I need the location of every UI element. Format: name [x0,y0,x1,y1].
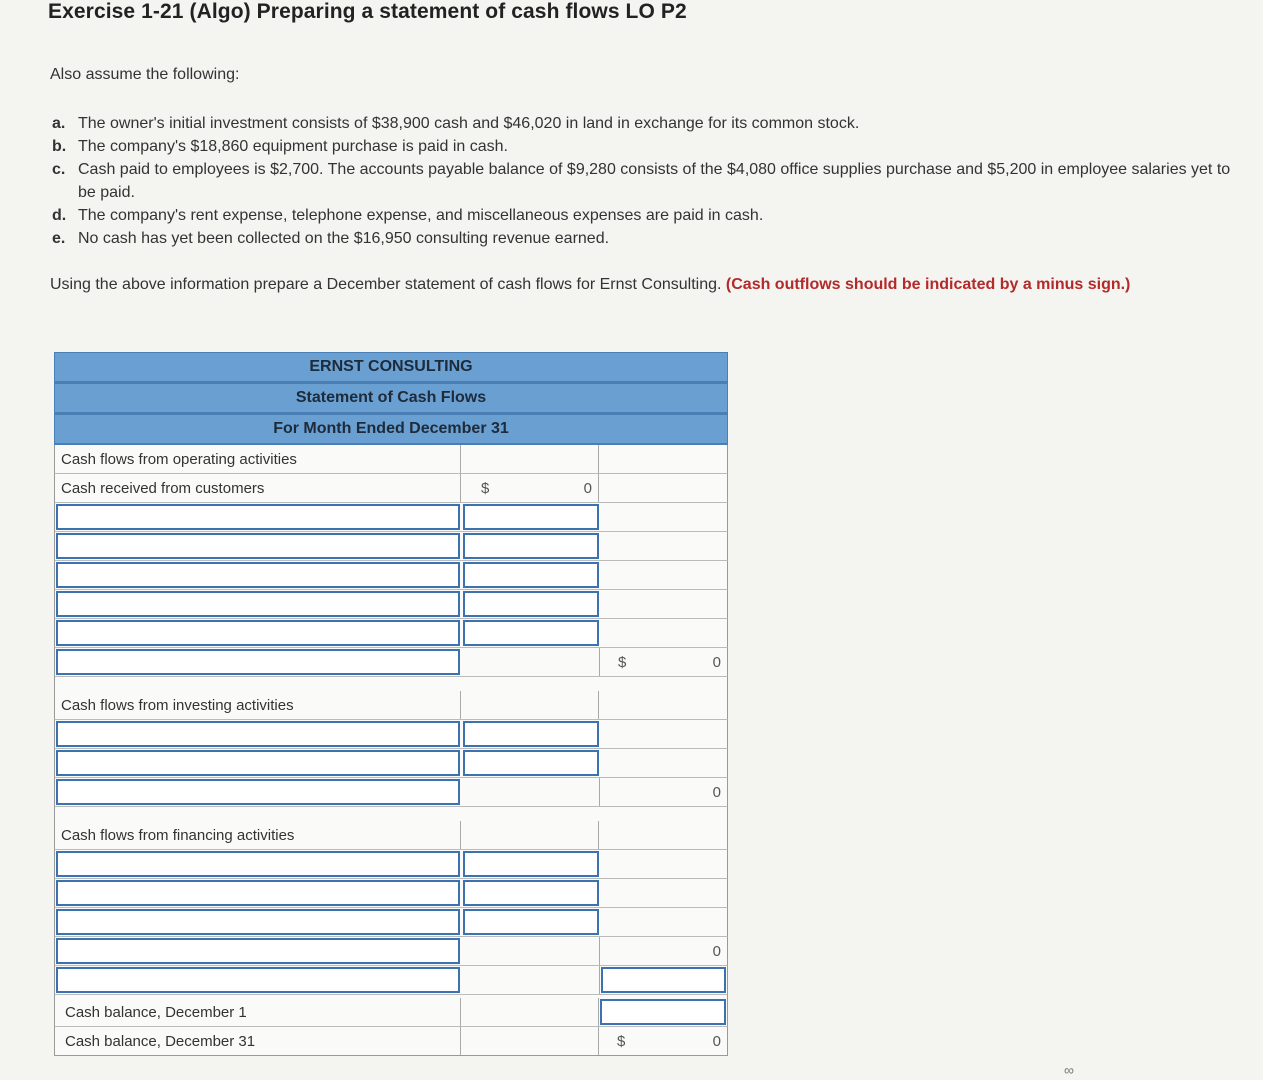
table-row [54,619,728,648]
assumption-item-a [52,112,1242,135]
company-name-header: ERNST CONSULTING [54,352,728,383]
cash-received-cell [461,474,599,502]
operating-amount-input[interactable] [463,562,599,588]
table-row [54,445,728,474]
table-row [54,966,728,995]
infinity-icon: ∞ [1064,1062,1074,1078]
operating-amount-input[interactable] [463,533,599,559]
operating-amount-input[interactable] [463,504,599,530]
instruction-note: (Cash outflows should be indicated by a minus sign.) [725,276,1131,293]
assumption-item-e [52,227,1242,250]
table-row [54,590,728,619]
cash-received-label: Cash received from customers [55,474,461,502]
financing-total-value: 0 [712,942,721,960]
begin-balance-input[interactable] [600,999,726,1025]
item-text: Cash paid to employees is $2,700. The accounts payable balance of $9,280 consists of the $4,080 office supplies purchase and $5,200 in employee salaries yet to be paid. [78,161,1231,201]
operating-total-cell [600,648,727,676]
table-row [54,908,728,937]
table-row [54,1027,728,1056]
operating-amount-input[interactable] [463,620,599,646]
table-row [54,850,728,879]
investing-total-cell [600,778,727,806]
financing-amount-input[interactable] [463,851,599,877]
financing-line-input[interactable] [56,880,460,906]
investing-line-input[interactable] [56,750,460,776]
item-text: No cash has yet been collected on the $16,950 consulting revenue earned. [78,230,610,247]
operating-section-label: Cash flows from operating activities [55,445,461,473]
period-header: For Month Ended December 31 [54,414,728,445]
table-row [54,998,728,1027]
item-marker: d. [52,207,67,224]
operating-total-value: 0 [712,653,721,671]
instruction-text [50,274,1245,296]
financing-section-label: Cash flows from financing activities [55,821,461,849]
financing-total-label-input[interactable] [56,938,460,964]
investing-amount-input[interactable] [463,721,599,747]
statement-title-header: Statement of Cash Flows [54,383,728,414]
table-row [54,503,728,532]
operating-line-input[interactable] [56,504,460,530]
item-marker: a. [52,115,66,132]
table-row [54,778,728,807]
item-marker: b. [52,138,67,155]
table-row [54,821,728,850]
item-text: The company's $18,860 equipment purchase is paid in cash. [78,138,508,155]
financing-amount-input[interactable] [463,880,599,906]
operating-amount-input[interactable] [463,591,599,617]
investing-total-label-input[interactable] [56,779,460,805]
item-marker: e. [52,230,66,247]
table-row [54,879,728,908]
financing-line-input[interactable] [56,909,460,935]
dollar-sign: $ [617,1032,626,1050]
table-row [54,749,728,778]
operating-total-label-input[interactable] [56,649,460,675]
end-balance-value: 0 [712,1032,721,1050]
cash-flow-worksheet [54,352,728,1056]
assumption-intro: Also assume the following: [50,66,240,83]
item-text: The owner's initial investment consists of $38,900 cash and $46,020 in land in exchange for its common stock. [78,115,860,132]
item-marker: c. [52,161,66,178]
dollar-sign: $ [618,653,627,671]
table-row [54,532,728,561]
investing-amount-input[interactable] [463,750,599,776]
begin-balance-label: Cash balance, December 1 [55,998,461,1026]
net-change-label-input[interactable] [56,967,460,993]
investing-line-input[interactable] [56,721,460,747]
table-row [54,474,728,503]
financing-total-cell [600,937,727,965]
investing-total-value: 0 [712,783,721,801]
item-text: The company's rent expense, telephone expense, and miscellaneous expenses are paid in cash. [78,207,764,224]
end-balance-label: Cash balance, December 31 [55,1027,461,1055]
operating-line-input[interactable] [56,562,460,588]
table-row [54,937,728,966]
operating-line-input[interactable] [56,620,460,646]
table-row [54,561,728,590]
assumption-item-c [52,158,1242,204]
operating-line-input[interactable] [56,591,460,617]
exercise-title: Exercise 1-21 (Algo) Preparing a statement of cash flows LO P2 [48,0,687,23]
table-row [54,720,728,749]
operating-line-input[interactable] [56,533,460,559]
table-row [54,691,728,720]
assumption-item-b [52,135,1242,158]
cash-received-value: 0 [583,479,592,497]
financing-line-input[interactable] [56,851,460,877]
net-change-amount-input[interactable] [601,967,726,993]
financing-amount-input[interactable] [463,909,599,935]
dollar-sign: $ [481,479,490,497]
assumption-list [52,112,1242,250]
table-row [54,648,728,677]
instruction: Using the above information prepare a December statement of cash flows for Ernst Consulting. [50,276,722,293]
end-balance-cell [599,1027,727,1055]
investing-section-label: Cash flows from investing activities [55,691,461,719]
assumption-item-d [52,204,1242,227]
